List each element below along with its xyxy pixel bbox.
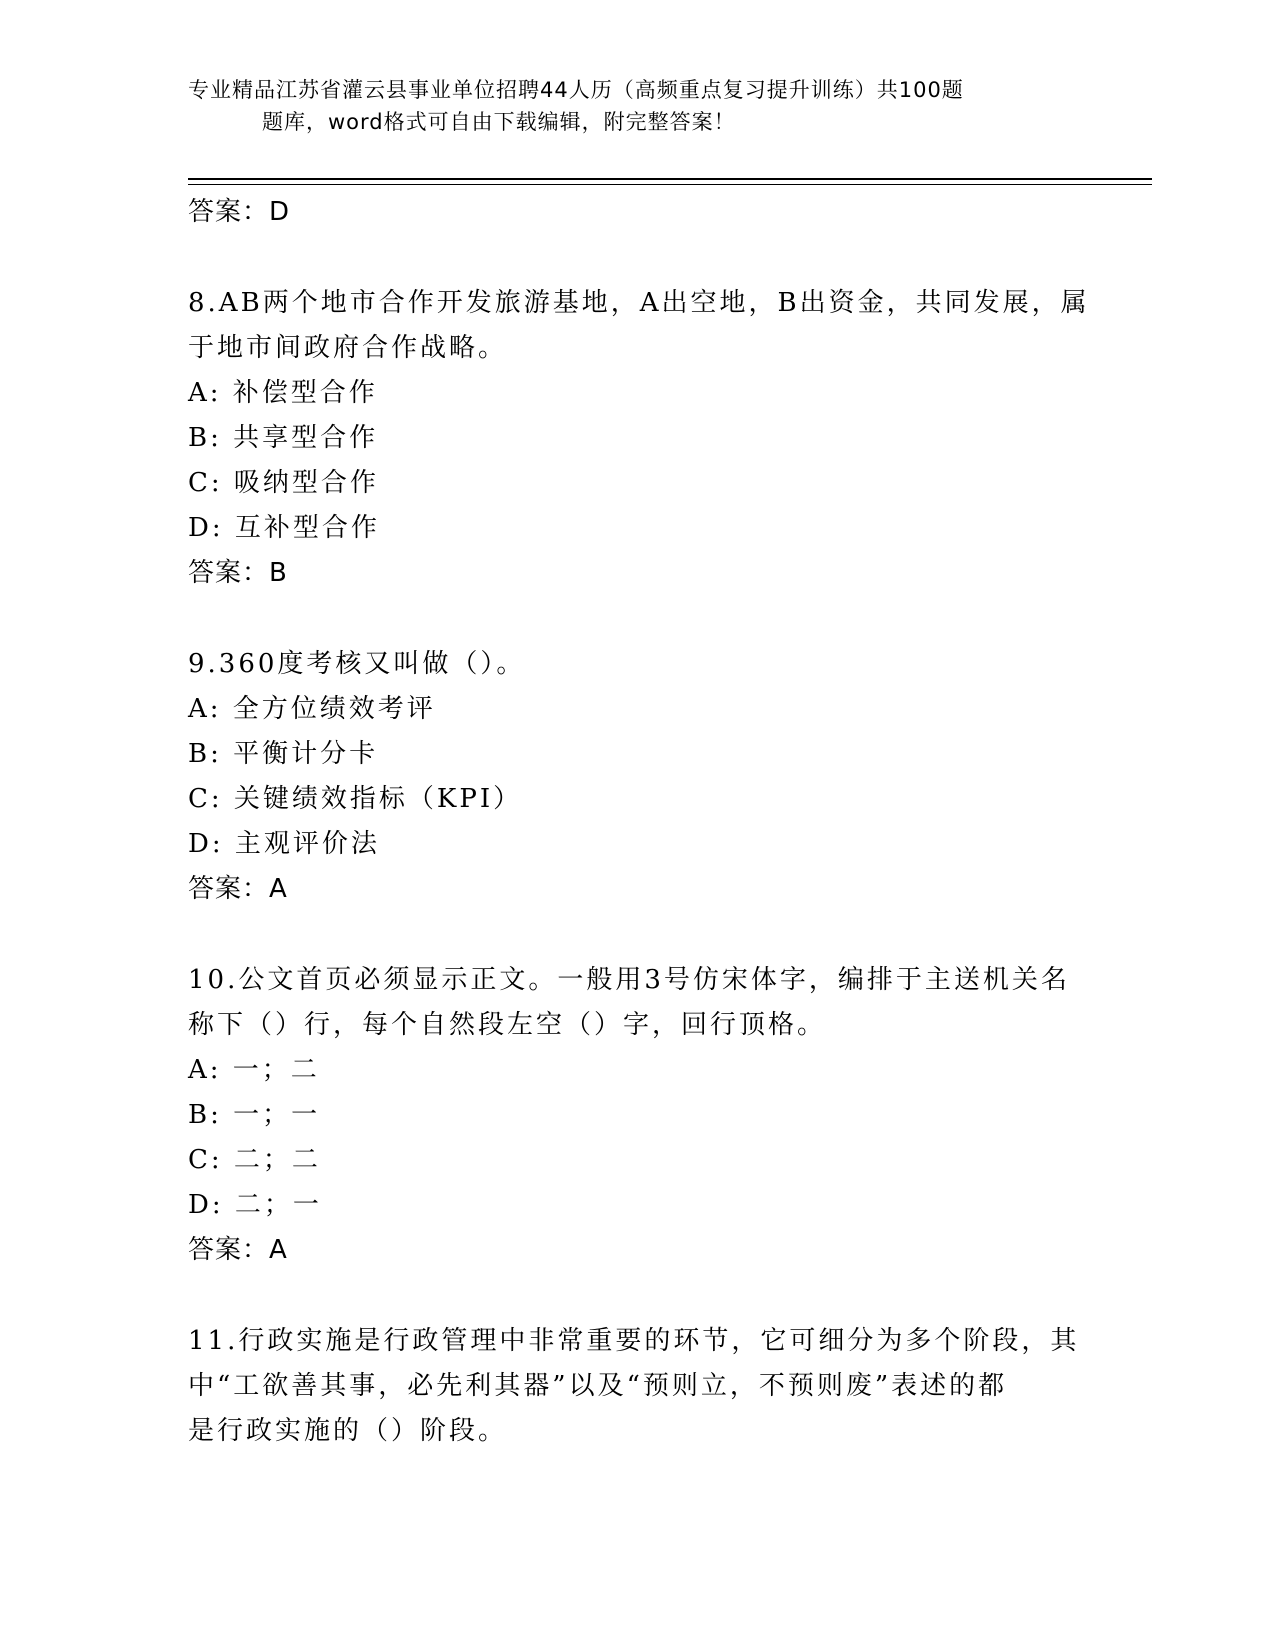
answer-line: 答案：A — [188, 1235, 288, 1265]
question-stem-line: 中“工欲善其事，必先利其器”以及“预则立，不预则废”表述的都 — [188, 1371, 1008, 1401]
question-11 — [188, 1319, 1088, 1454]
question-9 — [188, 642, 1088, 912]
option-d: D: 主观评价法 — [188, 829, 380, 859]
answer-line: 答案：D — [188, 197, 291, 227]
option-a: A: 一；二 — [188, 1055, 320, 1085]
option-d: D: 互补型合作 — [188, 513, 380, 543]
option-c: C: 关键绩效指标（KPI） — [188, 784, 523, 814]
document-body — [188, 190, 1088, 1454]
question-stem-line: 称下（）行，每个自然段左空（）字，回行顶格。 — [188, 1010, 827, 1040]
question-stem-line: 是行政实施的（）阶段。 — [188, 1416, 508, 1446]
option-b: B: 平衡计分卡 — [188, 739, 379, 769]
answer-line: 答案：B — [188, 558, 288, 588]
question-stem-line: 8.AB两个地市合作开发旅游基地，A出空地，B出资金，共同发展，属 — [188, 288, 1090, 318]
header-divider-thick — [188, 178, 1152, 180]
option-d: D: 二；一 — [188, 1190, 322, 1220]
page-header — [188, 74, 1088, 138]
option-b: B: 共享型合作 — [188, 423, 379, 453]
question-10 — [188, 958, 1088, 1273]
header-line-1: 专业精品江苏省灌云县事业单位招聘44人历（高频重点复习提升训练）共100题 — [188, 78, 964, 102]
option-a: A: 补偿型合作 — [188, 378, 378, 408]
question-stem-line: 9.360度考核又叫做（）。 — [188, 649, 526, 679]
question-stem-line: 11.行政实施是行政管理中非常重要的环节，它可细分为多个阶段，其 — [188, 1326, 1080, 1356]
option-b: B: 一；一 — [188, 1100, 321, 1130]
header-divider-thin — [188, 184, 1152, 185]
option-a: A: 全方位绩效考评 — [188, 694, 436, 724]
option-c: C: 二；二 — [188, 1145, 321, 1175]
answer-line: 答案：A — [188, 874, 288, 904]
question-8 — [188, 281, 1088, 596]
option-c: C: 吸纳型合作 — [188, 468, 379, 498]
question-stem-line: 10.公文首页必须显示正文。一般用3号仿宋体字，编排于主送机关名 — [188, 965, 1070, 995]
question-stem-line: 于地市间政府合作战略。 — [188, 333, 508, 363]
header-line-2: 题库，word格式可自由下载编辑，附完整答案！ — [262, 110, 736, 134]
